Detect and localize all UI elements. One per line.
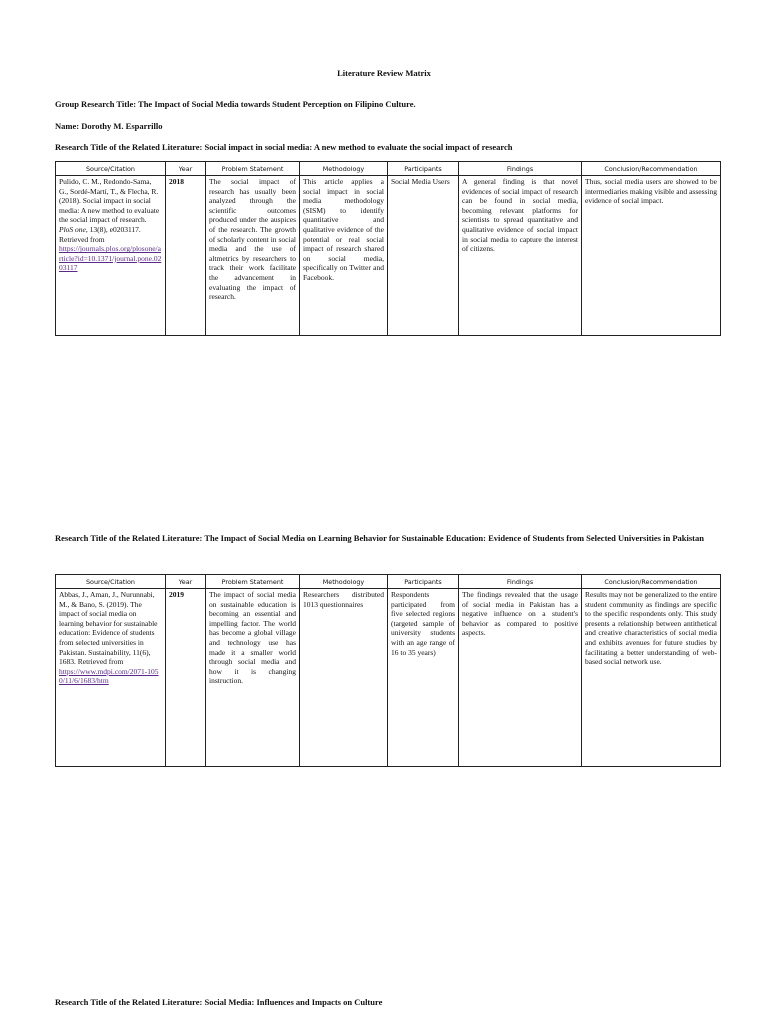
header-participants: Participants bbox=[388, 575, 459, 589]
header-participants: Participants bbox=[388, 162, 459, 176]
participants-cell: Social Media Users bbox=[388, 176, 459, 336]
header-source: Source/Citation bbox=[56, 162, 166, 176]
section1-heading: Research Title of the Related Literature: Social impact in social media: A new method to evaluate the social impact of research bbox=[55, 142, 513, 152]
citation-volume: , 13(8), e0203117. Retrieved from bbox=[59, 224, 141, 244]
header-methodology: Methodology bbox=[300, 575, 388, 589]
header-findings: Findings bbox=[459, 162, 582, 176]
methodology-cell: This article applies a social impact in social media methodology (SISM) to identify quantitative and qualitative evidence of the potential or real social impact of research shared on social media, specifically on Twitter and Facebook. bbox=[300, 176, 388, 336]
conclusion-cell: Results may not be generalized to the entire student community as findings are specific to the specific respondents only. This study presents a relationship between antithetical and creative characteristics of social media and exhibits avenues for future studies by facilitating a better understanding of web-based social network use. bbox=[582, 589, 721, 767]
document-title: Literature Review Matrix bbox=[337, 68, 431, 78]
findings-cell: A general finding is that novel evidences of social impact of research can be found in social media, becoming relevant platforms for scientists to spread quantitative and qualitative evidence of social impact in social media to capture the interest of citizens. bbox=[459, 176, 582, 336]
author-name: Name: Dorothy M. Esparrillo bbox=[55, 121, 163, 131]
source-citation-cell bbox=[56, 589, 166, 767]
header-problem: Problem Statement bbox=[206, 575, 300, 589]
section2-heading: Research Title of the Related Literature: The Impact of Social Media on Learning Behavior for Sustainable Education: Evidence of Students from Selected Universities in Pakistan bbox=[55, 533, 704, 543]
source-citation-cell bbox=[56, 176, 166, 336]
participants-cell: Respondents participated from five selected regions (targeted sample of university students with an age range of 16 to 35 years) bbox=[388, 589, 459, 767]
header-year: Year bbox=[166, 575, 206, 589]
citation-journal: PloS one bbox=[59, 224, 86, 234]
citation-text: Pulido, C. M., Redondo-Sama, G., Sordé-Martí, T., & Flecha, R. (2018). Social impact in social media: A new method to evaluate the social impact of research. bbox=[59, 177, 160, 225]
header-problem: Problem Statement bbox=[206, 162, 300, 176]
header-conclusion: Conclusion/Recommendation bbox=[582, 575, 721, 589]
table-row bbox=[56, 176, 721, 336]
year-cell: 2018 bbox=[166, 176, 206, 336]
table-header-row bbox=[56, 162, 721, 176]
citation-text: Abbas, J., Aman, J., Nurunnabi, M., & Bano, S. (2019). The impact of social media on learning behavior for sustainable education: Evidence of students from selected universities in Pakistan. Sustainability, 11(6), 1683. Retrieved from bbox=[59, 590, 158, 667]
citation-journal-line bbox=[59, 225, 162, 244]
header-methodology: Methodology bbox=[300, 162, 388, 176]
problem-cell: The impact of social media on sustainable education is becoming an essential and impelling factor. The world has become a global village and technology use has made it a smaller world through social media and how it is changing instruction. bbox=[206, 589, 300, 767]
conclusion-cell: Thus, social media users are showed to be intermediaries making visible and assessing evidence of social impact. bbox=[582, 176, 721, 336]
header-findings: Findings bbox=[459, 575, 582, 589]
header-source: Source/Citation bbox=[56, 575, 166, 589]
problem-cell: The social impact of research has usually been analyzed through the scientific outcomes produced under the auspices of the research. The growth of scholarly content in social media and the use of altmetrics by researchers to track their work facilitate the advancement in evaluating the impact of research. bbox=[206, 176, 300, 336]
methodology-cell: Researchers distributed 1013 questionnaires bbox=[300, 589, 388, 767]
header-conclusion: Conclusion/Recommendation bbox=[582, 162, 721, 176]
header-year: Year bbox=[166, 162, 206, 176]
literature-table-1 bbox=[55, 161, 721, 336]
findings-cell: The findings revealed that the usage of social media in Pakistan has a negative influence on a student's behavior as compared to positive aspects. bbox=[459, 589, 582, 767]
year-cell: 2019 bbox=[166, 589, 206, 767]
group-research-title: Group Research Title: The Impact of Social Media towards Student Perception on Filipino Culture. bbox=[55, 99, 416, 109]
citation-link[interactable]: https://journals.plos.org/plosone/article?id=10.1371/journal.pone.0203117 bbox=[59, 244, 162, 273]
section3-heading: Research Title of the Related Literature: Social Media: Influences and Impacts on Culture bbox=[55, 997, 383, 1007]
table-header-row bbox=[56, 575, 721, 589]
literature-table-2 bbox=[55, 574, 721, 767]
citation-link[interactable]: https://www.mdpi.com/2071-1050/11/6/1683/htm bbox=[59, 666, 159, 686]
table-row bbox=[56, 589, 721, 767]
